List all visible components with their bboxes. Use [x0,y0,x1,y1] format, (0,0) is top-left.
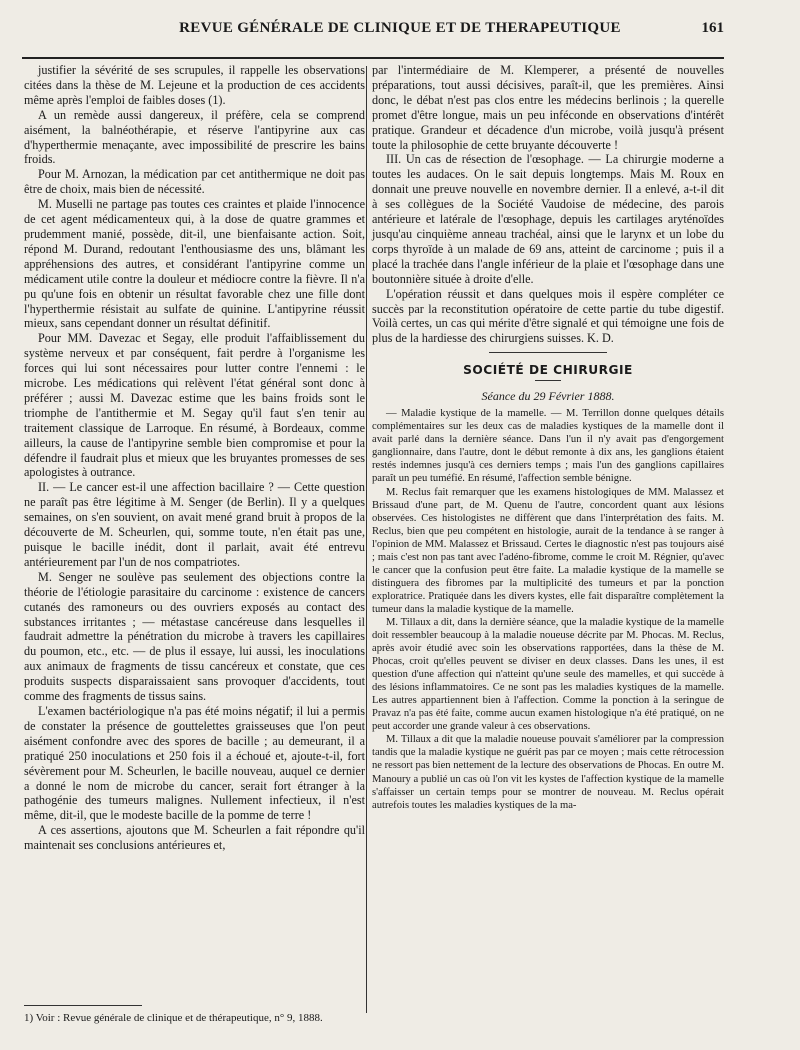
section-separator [489,352,607,353]
footnote: 1) Voir : Revue générale de clinique et de thérapeutique, n° 9, 1888. [24,1012,323,1024]
section-title: SOCIÉTÉ DE CHIRURGIE [463,363,633,378]
paragraph: par l'intermédiaire de M. Klemperer, a présenté de nouvelles préparations, tout aussi décisives, paraît-il, que les premières. Ainsi donc, le débat n'est pas clos entre les médecins berlinois ; la querelle promet d'être longue, mais un peu inféconde en observations d'intérêt pratique. Grandeur et décadence d'un microbe, voilà jusqu'à présent toute la philosophie de cette bruyante découverte ! [372,63,724,152]
article-continuation [372,63,724,346]
paragraph: M. Tillaux a dit que la maladie noueuse pouvait s'améliorer par la compression tandis que la maladie kystique ne guérit pas par ce moyen ; mais cette rétrocession ne ressort pas bien nettement de la lecture des observations de Phocas. En outre M. Manoury a publié un cas où l'on vit les kystes de l'affection kystique de la mamelle s'affaisser un certain temps pour se montrer de nouveau. M. Reclus opérait autrefois toutes les maladies kystiques de la ma- [372,734,724,811]
paragraph: L'examen bactériologique n'a pas été moins négatif; il lui a permis de constater la présence de gouttelettes graisseuses que l'on peut aisément confondre avec des spores de bacille ; au demeurant, il a pratiqué 250 inoculations et 250 fois il a échoué et, ajoute-t-il, fort sévèrement pour M. Scheurlen, le bacille nouveau, auquel ce dernier a donné le nom de microbe du cancer, serait fort étranger à la pathogénie des tumeurs malignes. Nullement infectieux, il n'est même, dit-il, que le modeste bacille de la pomme de terre ! [24,703,365,823]
paragraph: — Maladie kystique de la mamelle. — M. Terrillon donne quelques détails complémentaires sur les deux cas de maladies kystiques de la mamelle dont il avait parlé dans la dernière séance. Dans l'un il n'y avait pas d'engorgement ganglionnaire, dans l'autre, dont le début remonte à dix ans, les ganglions étaient restés indemnes jusqu'à ces derniers temps ; mais l'un des ganglions capillaires paraît un peu tuméfié. En résumé, l'affection semble bénigne. [372,408,724,485]
paragraph: Pour MM. Davezac et Segay, elle produit l'affaiblissement du système nerveux et par conséquent, fait perdre à l'organisme les forces qui lui sont nécessaires pour lutter contre l'ennemi : le microbe. Les médications qui relèvent l'état général sont donc à préférer ; aussi M. Davezac estime que les bains froids sont le triomphe de l'antithermie et M. Segay qu'il faut s'en tenir au traitement classique de Larroque. En résumé, à Bordeaux, comme ailleurs, la cause de l'antipyrine semble bien compromise et pour la défendre il faudrait plus et mieux que les bruyantes promesses de ses apologistes à outrance. [24,331,365,480]
paragraph: A ces assertions, ajoutons que M. Scheurlen a fait répondre qu'il maintenait ses conclusions antérieures et, [24,823,365,853]
paragraph: M. Muselli ne partage pas toutes ces craintes et plaide l'innocence de cet agent médicamenteux qui, à la dose de quatre grammes et prudemment manié, possède, dit-il, une bienfaisante action. Soit, répond M. Durand, redoutant l'enthousiasme des uns, blâmant les appréhensions des autres, et considérant l'antipyrine comme un médicament utile contre la douleur et médiocre contre la fièvre. Il n'a pu qu'une fois en obtenir un résultat favorable chez une fille dont l'hyperthermie résistait au sulfate de quinine. L'antipyrine réussit mieux, sans cependant donner un résultat définitif. [24,197,365,331]
section-underline [535,380,561,381]
column-divider [366,66,367,1013]
paragraph: M. Reclus fait remarquer que les examens histologiques de MM. Malassez et Brissaud d'une part, de M. Quenu de l'autre, concordent quant aux lésions observées. Ces histologistes ne diffèrent que dans l'interprétation des faits. M. Reclus, bien que peu compétent en histologie, aurait de la tendance à se ranger à l'opinion de MM. Malassez et Brissaud. Certes le diagnostic n'est pas toujours aisé ; mais c'est non pas tant avec l'adéno-fibrome, comme le croit M. Régnier, qu'avec le cancer que la confusion peut être faite. La maladie kystique de la mamelle se distinguera des fibromes par la multiplicité des tumeurs et par la ponction exploratrice. Pratiquée dans les divers kystes, elle fait disparaître complètement la tumeur dans la maladie kystique de la mamelle. [372,486,724,615]
paragraph: M. Tillaux a dit, dans la dernière séance, que la maladie kystique de la mamelle doit ressembler beaucoup à la maladie noueuse décrite par M. Phocas. M. Reclus, après avoir étudié avec soin les observations rapportées, dans la thèse de M. Phocas, croit qu'elles peuvent se diviser en deux classes. Dans les unes, il est question d'une affection qui n'atteint qu'une seule des mamelles, et qui succède à des lésions inflammatoires. Ce ne sont pas les maladies kystiques de la mamelle. Les autres appartiennent bien à l'affection. Comme la ponction à la seringue de Pravaz n'a pas été faite, comme aucun examen histologique n'a été pratiqué, on ne peut accorder une grande valeur à ces observations. [372,616,724,733]
paragraph: M. Senger ne soulève pas seulement des objections contre la théorie de l'étiologie parasitaire du carcinome : existence de cancers cutanés des ramoneurs ou des ouvriers exposés au contact des substances irritantes ; — métastase cancéreuse dans lesquelles il faudrait admettre la pénétration du microbe à travers les capillaires du poumon, etc., etc. — de plus il essaye, lui aussi, les inoculations aux animaux de fragments de tissu cancéreux et constate, que ces produits suspects disparaissaient sans provoquer d'accidents, tout comme des fragments de tissus sains. [24,569,365,704]
paragraph: justifier la sévérité de ses scrupules, il rappelle les observations citées dans la thèse de M. Lejeune et la production de ces accidents même après l'emploi de faibles doses (1). [24,63,365,107]
running-title: REVUE GÉNÉRALE DE CLINIQUE ET DE THERAPEUTIQUE [179,20,621,36]
paragraph: A un remède aussi dangereux, il préfère, cela se comprend aisément, la balnéothérapie, et réserve l'antipyrine aux cas d'hyperthermie menaçante, avec impossibilité de prescrire les bains froids. [24,107,365,167]
paragraph: L'opération réussit et dans quelques mois il espère compléter ce succès par la reconstitution opératoire de cette partie du tube digestif. Voilà certes, un cas qui mérite d'être signalé et qui témoigne une fois de plus de la hardiesse des chirurgiens suisses. K. D. [372,286,724,346]
page-number: 161 [701,20,724,36]
left-column [24,63,365,853]
paragraph: Pour M. Arnozan, la médication par cet antithermique ne doit pas être de choix, mais bien de nécessité. [24,167,365,197]
paragraph: II. — Le cancer est-il une affection bacillaire ? — Cette question ne paraît pas être légitime à M. Senger (de Berlin). Il y a quelques semaines, on s'en souvient, on avait mené grand bruit à propos de la découverte de M. Scheurlen, qui, somme toute, n'en était pas une, puisque le bacille inédit, dont il parlait, avait été entrevu antérieurement par l'un de nos compatriotes. [24,480,365,569]
right-column [372,63,724,812]
society-report [372,407,724,811]
header-rule [22,57,724,59]
session-date: Séance du 29 Février 1888. [481,389,615,404]
paragraph: III. Un cas de résection de l'œsophage. — La chirurgie moderne a toutes les audaces. On le sait depuis longtemps. Mais M. Roux en donnait une preuve nouvelle en novembre dernier. Il a enlevé, a-t-il dit à ses collègues de la Société Vaudoise de médecine, des parois antérieure et latérale de l'œsophage, depuis les cartilages aryténoïdes jusqu'au cinquième anneau trachéal, ainsi que le larynx et un lobe du corps thyroïde à un malade de 69 ans, atteint de carcinome ; puis il a placé la trachée dans l'angle inférieur de la plaie et l'œsophage dans une boutonnière située à droite d'elle. [372,152,724,286]
running-head [0,20,800,44]
footnote-rule [24,1005,142,1006]
